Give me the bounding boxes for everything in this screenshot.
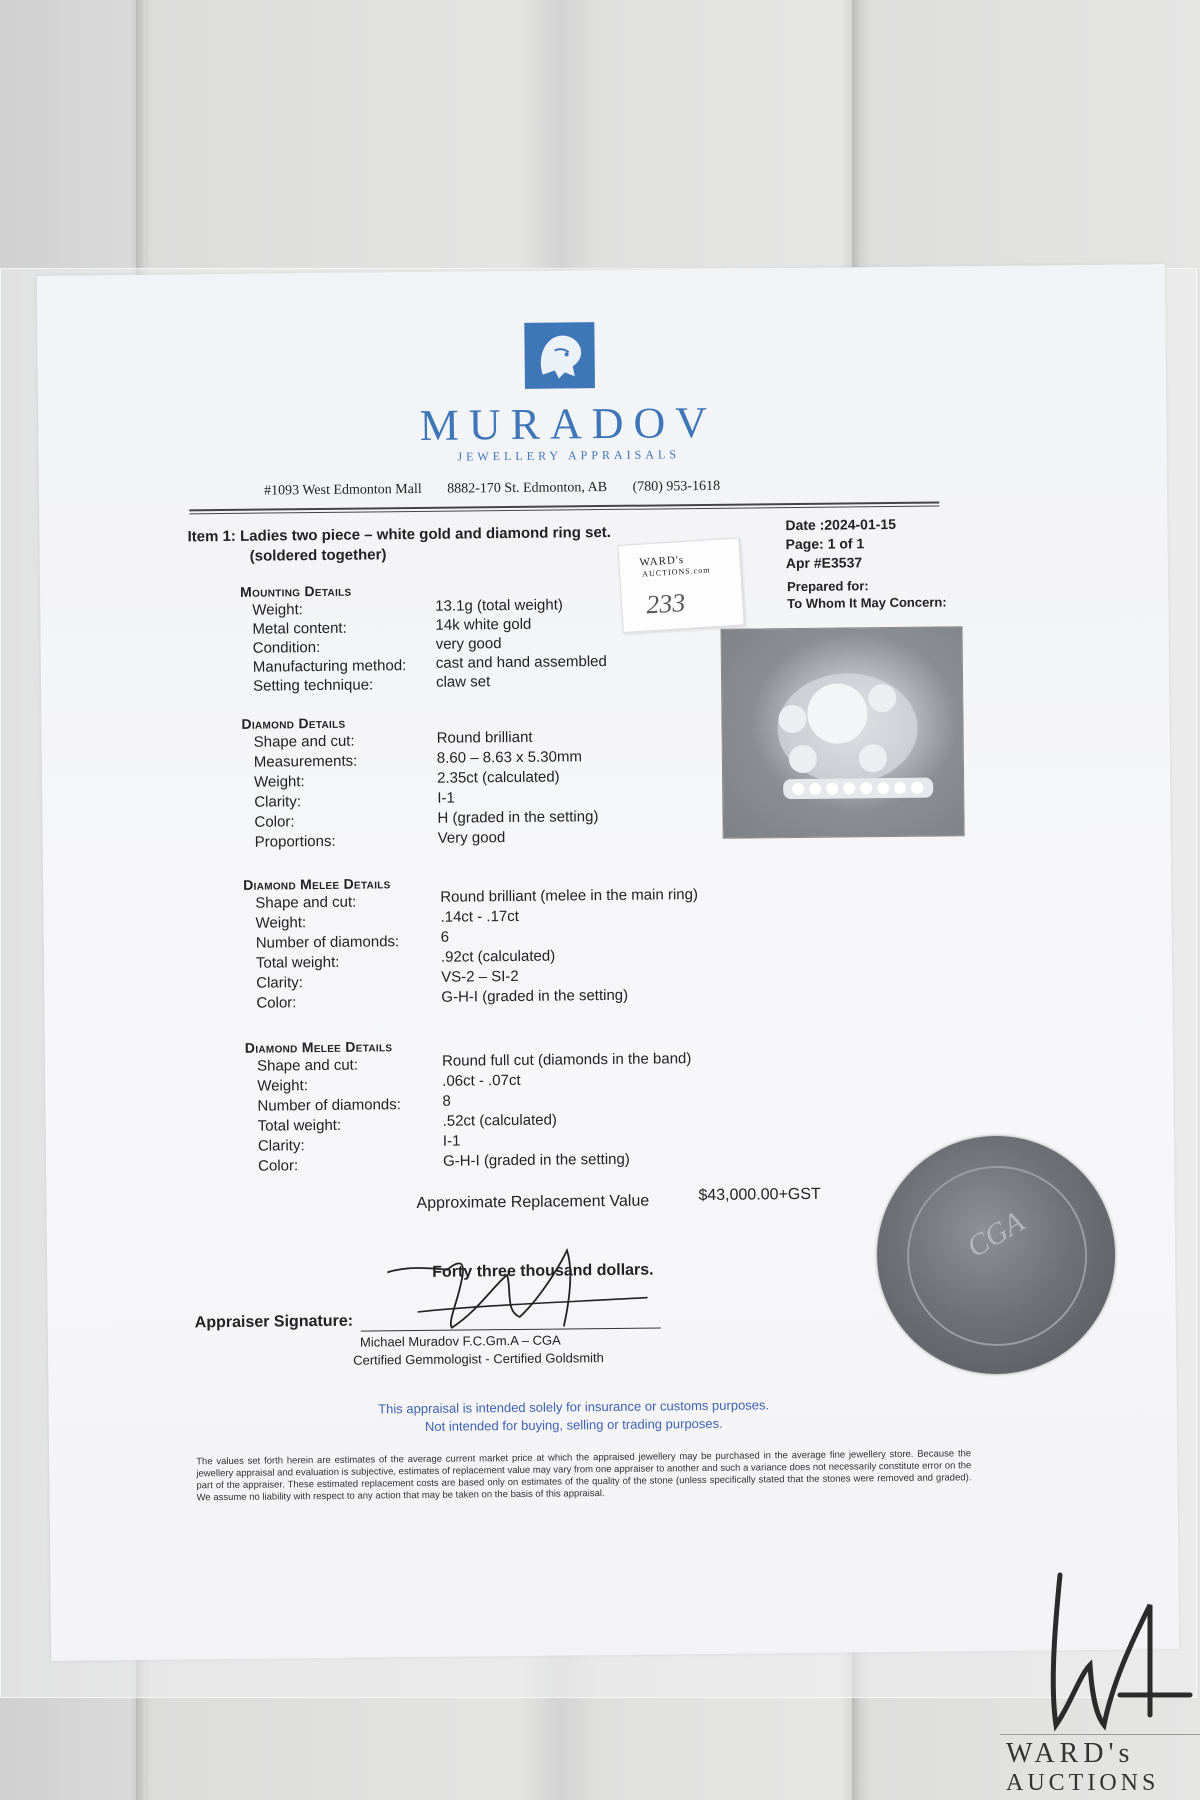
mounting-value: 14k white gold xyxy=(435,615,532,634)
melee-value: .92ct (calculated) xyxy=(440,947,556,966)
brand-subtitle: JEWELLERY APPRAISALS xyxy=(457,447,681,464)
diamond-value: H (graded in the setting) xyxy=(437,808,599,827)
notice-line-1: This appraisal is intended solely for insurance or customs purposes. xyxy=(378,1397,770,1417)
melee-value: VS-2 – SI-2 xyxy=(441,967,519,986)
mounting-label: Metal content: xyxy=(252,619,347,638)
replacement-value: $43,000.00+GST xyxy=(698,1185,821,1205)
melee-value: I-1 xyxy=(442,1132,461,1150)
melee-value: .52ct (calculated) xyxy=(442,1111,557,1130)
seal-text: CGA xyxy=(961,1205,1030,1264)
mounting-label: Setting technique: xyxy=(252,676,374,695)
diamond-value: I-1 xyxy=(437,789,455,807)
mounting-value: 13.1g (total weight) xyxy=(435,596,563,615)
mounting-label: Condition: xyxy=(252,638,321,657)
prepared-for xyxy=(787,576,947,612)
item-title-line-1: Item 1: Ladies two piece – white gold and diamond ring set. xyxy=(187,523,611,546)
melee-value: 8 xyxy=(442,1092,451,1110)
phone-number: (780) 953-1618 xyxy=(632,478,721,495)
melee-label: Clarity: xyxy=(256,974,303,992)
melee-value: .06ct - .07ct xyxy=(442,1071,521,1090)
date-field: Date :2024-01-15 xyxy=(785,515,897,534)
sticker-brand: WARD's xyxy=(639,553,685,569)
notice-line-2: Not intended for buying, selling or trading purposes. xyxy=(424,1415,723,1434)
mounting-value: claw set xyxy=(435,673,491,691)
diamond-label: Proportions: xyxy=(254,832,336,851)
signature-label: Appraiser Signature: xyxy=(194,1312,354,1332)
diamond-label: Color: xyxy=(254,813,295,831)
page-field: Page: 1 of 1 xyxy=(785,535,865,553)
lot-number: 233 xyxy=(645,588,687,620)
item-title-line-2: (soldered together) xyxy=(249,546,387,565)
diamond-value: Very good xyxy=(437,829,506,847)
mounting-label: Manufacturing method: xyxy=(252,657,407,676)
letterhead-address xyxy=(264,479,742,500)
lot-sticker xyxy=(617,537,744,632)
value-in-words: Forty three thousand dollars. xyxy=(432,1261,654,1281)
prepared-for-label: Prepared for: xyxy=(786,578,869,595)
mounting-value: very good xyxy=(435,635,502,653)
appraisal-document xyxy=(37,264,1179,1661)
melee-heading: Diamond Melee Details xyxy=(244,1038,393,1056)
brand-name: MURADOV xyxy=(419,397,718,450)
diamond-value: 8.60 – 8.63 x 5.30mm xyxy=(436,748,583,767)
diamond-label: Shape and cut: xyxy=(253,732,355,751)
recipient: To Whom It May Concern: xyxy=(787,594,947,612)
diamond-label: Measurements: xyxy=(253,752,358,771)
melee-value: G-H-I (graded in the setting) xyxy=(441,986,629,1006)
disclaimer: The values set forth herein are estimates of the average current market price at which the appraised jewellery may be purchased in the average fine jewellery store. Because the jewellery appraisal and evaluation is subjective, estimates of replacement value may vary from one appraiser to another and such a variance does not necessarily constitute error on the part of the appraiser. These estimated replacement costs are based only on estimates of the quality of the stone (unless specifically stated that the stones were removed and graded). We assume no liability with respect to any action that may be taken on the basis of this appraisal. xyxy=(196,1448,972,1504)
address-line-1: #1093 West Edmonton Mall xyxy=(263,481,422,499)
header-divider xyxy=(189,502,939,515)
melee-value: 6 xyxy=(440,928,450,946)
wards-name: WARD's xyxy=(1006,1738,1135,1769)
sticker-sub: AUCTIONS.com xyxy=(641,565,711,579)
melee-value: .14ct - .17ct xyxy=(440,907,519,926)
diamond-value: Round brilliant xyxy=(436,728,533,747)
diamond-label: Clarity: xyxy=(254,793,302,811)
mounting-heading: Mounting Details xyxy=(240,582,352,600)
melee-label: Clarity: xyxy=(257,1137,305,1155)
replacement-value-label: Approximate Replacement Value xyxy=(416,1192,650,1213)
melee-label: Number of diamonds: xyxy=(255,933,400,952)
mounting-value: cast and hand assembled xyxy=(435,652,607,672)
diamond-value: 2.35ct (calculated) xyxy=(436,768,560,787)
purpose-notice xyxy=(349,1396,799,1437)
apr-number: Apr #E3537 xyxy=(785,554,863,572)
melee-label: Shape and cut: xyxy=(255,893,357,912)
diamond-heading: Diamond Details xyxy=(241,714,346,732)
item-title xyxy=(187,523,611,567)
melee-label: Weight: xyxy=(257,1077,308,1095)
melee-value: G-H-I (graded in the setting) xyxy=(442,1150,630,1170)
melee-label: Weight: xyxy=(255,914,307,932)
wards-sub: AUCTIONS xyxy=(1006,1770,1160,1796)
diamond-label: Weight: xyxy=(254,773,305,791)
melee-label: Color: xyxy=(256,994,297,1012)
melee-label: Color: xyxy=(258,1157,299,1175)
cga-seal xyxy=(876,1135,1116,1375)
mounting-label: Weight: xyxy=(252,601,303,619)
appraiser-title: Certified Gemmologist - Certified Goldsmith xyxy=(353,1350,604,1368)
melee-value: Round brilliant (melee in the main ring) xyxy=(440,886,699,906)
appraiser-name: Michael Muradov F.C.Gm.A – CGA xyxy=(359,1332,561,1350)
document-meta xyxy=(785,515,896,573)
melee-label: Shape and cut: xyxy=(256,1056,359,1075)
melee-heading: Diamond Melee Details xyxy=(243,875,391,893)
melee-label: Number of diamonds: xyxy=(257,1096,401,1115)
ring-photo xyxy=(721,626,965,839)
lion-logo-icon xyxy=(524,322,595,389)
melee-label: Total weight: xyxy=(255,953,340,972)
melee-value: Round full cut (diamonds in the band) xyxy=(441,1050,692,1070)
address-line-2: 8882-170 St. Edmonton, AB xyxy=(447,479,608,497)
melee-label: Total weight: xyxy=(257,1116,342,1135)
